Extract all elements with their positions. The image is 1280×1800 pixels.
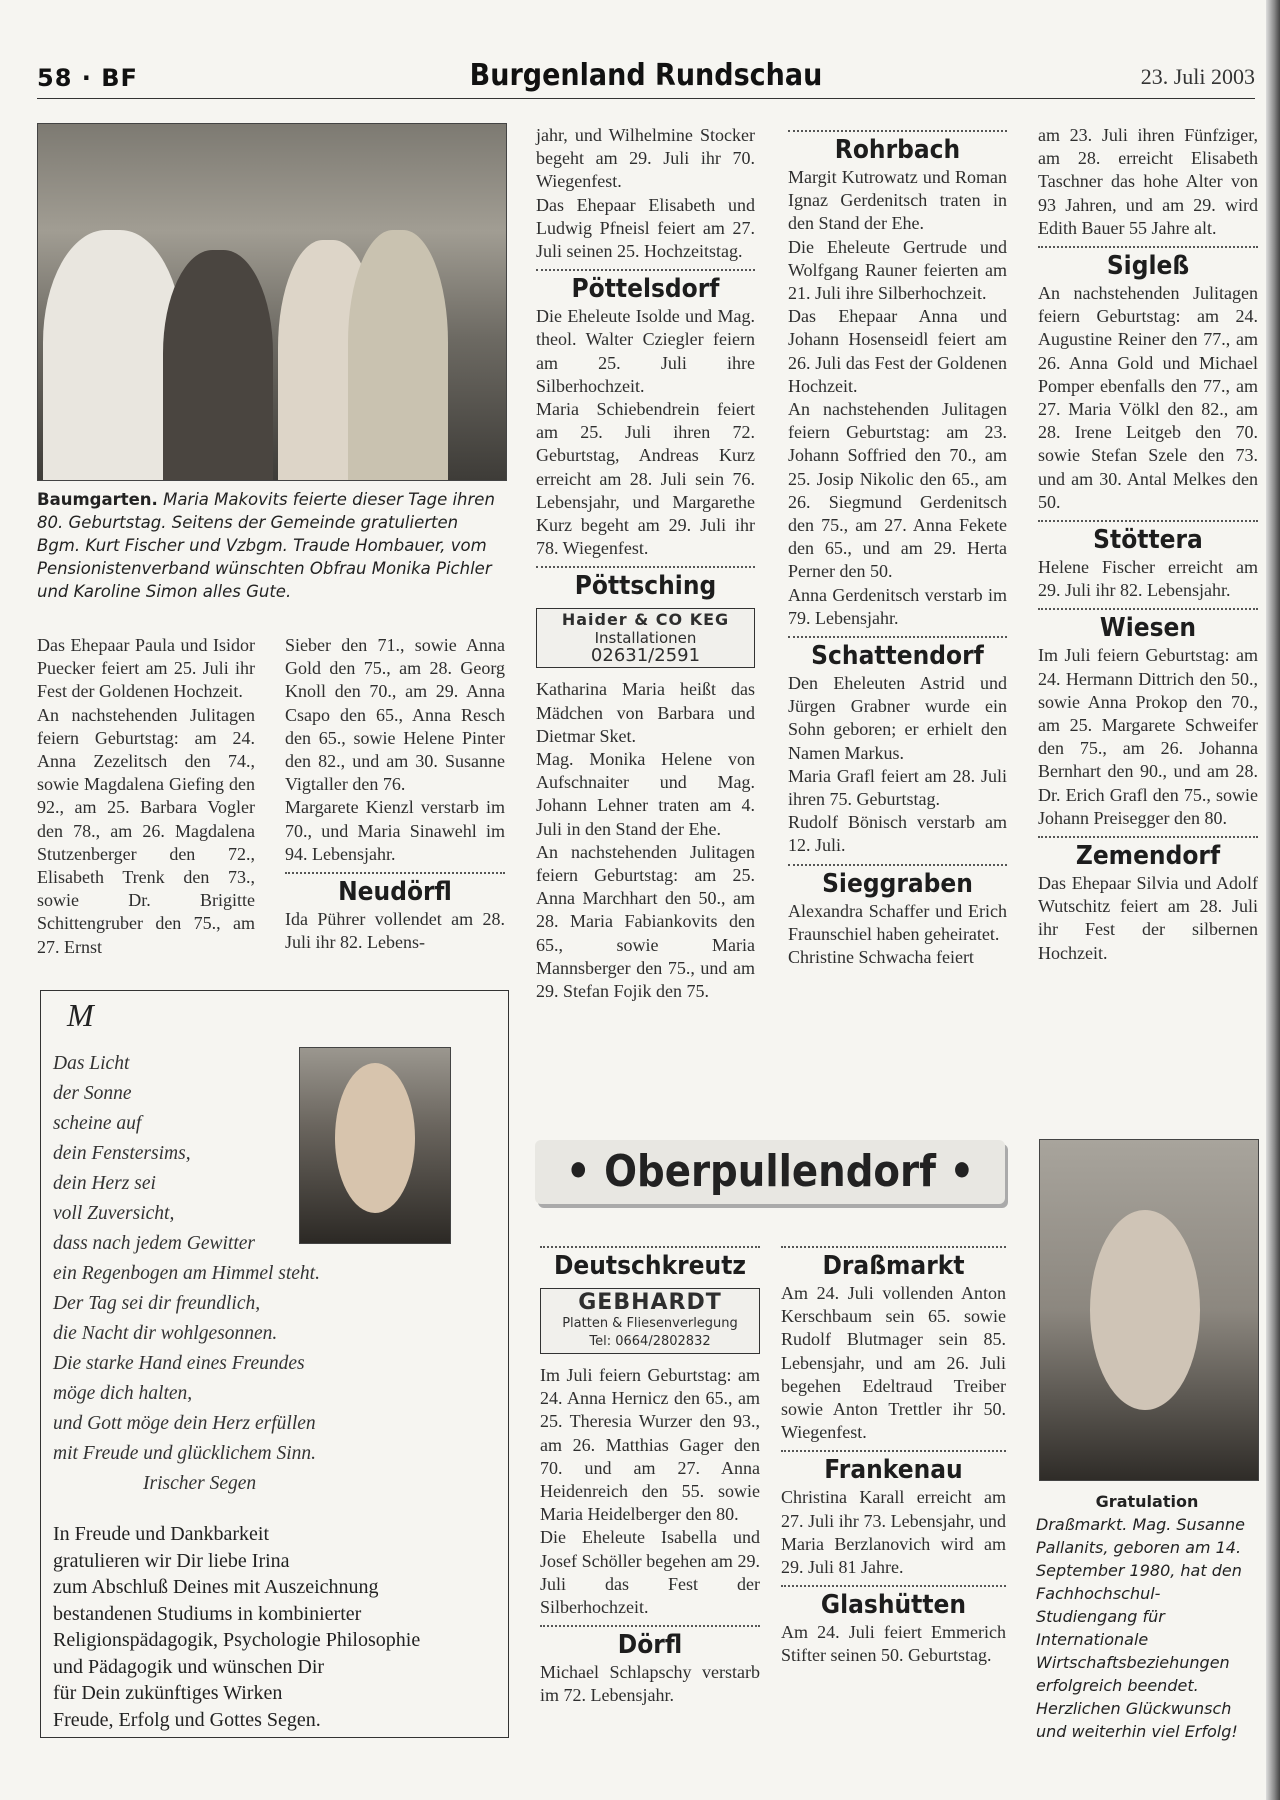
dotted-divider	[781, 1585, 1006, 1587]
paragraph: Maria Schiebendrein feiert am 25. Juli ihren 72. Geburtstag, Andreas Kurz erreicht am 28. Juli sein 76. Lebensjahr, und Margarethe Kurz begeht am 29. Juli ihr 78. Wiegenfest.	[536, 399, 755, 559]
group-photo	[37, 123, 507, 481]
paragraph: An nachstehenden Julitagen feiern Geburtstag: am 23. Johann Soffried den 70., am 25. Josip Nikolic den 65., am 26. Siegmund Gerdenitsch den 75., am 27. Anna Fekete den 65., und am 29. Herta Perner den 50.	[788, 399, 1007, 582]
dotted-divider	[788, 130, 1007, 132]
message-line: für Dein zukünftiges Wirken	[53, 1682, 283, 1704]
congratulation-box	[40, 990, 509, 1738]
congratulation-message	[53, 1521, 420, 1733]
page-number: 58 · BF	[37, 64, 138, 92]
poem-line: die Nacht dir wohlgesonnen.	[53, 1323, 278, 1344]
dotted-divider	[540, 1625, 760, 1627]
dotted-divider	[536, 269, 755, 271]
graduate-photo	[1039, 1139, 1259, 1481]
paragraph: Rudolf Bönisch verstarb am 12. Juli.	[788, 812, 1007, 856]
dotted-divider	[788, 864, 1007, 866]
paragraph: Maria Grafl feiert am 28. Juli ihren 75. Geburtstag.	[788, 765, 1007, 810]
paragraph: Im Juli feiern Geburtstag: am 24. Anna Hernicz den 65., am 25. Theresia Wurzer den 93., am 26. Matthias Gager den 70. und am 27. Anna Heidenreich den 55. sowie Maria Heidelberger den 80.	[540, 1365, 760, 1525]
section-heading: Glashütten	[820, 1590, 967, 1621]
paragraph: Die Eheleute Isolde und Mag. theol. Walter Cziegler feiern am 25. Juli ihre Silberhochzeit.	[536, 306, 755, 396]
paragraph: Anna Gerdenitsch verstarb im 79. Lebensjahr.	[788, 584, 1007, 628]
poem-line: dass nach jedem Gewitter	[53, 1233, 256, 1254]
dotted-divider	[1038, 246, 1258, 248]
section-heading: Sigleß	[1106, 251, 1190, 282]
paragraph: Den Eheleuten Astrid und Jürgen Grabner wurde ein Sohn geboren; er erhielt den Namen Markus.	[788, 673, 1007, 763]
paragraph: Katharina Maria heißt das Mädchen von Barbara und Dietmar Sket.	[536, 679, 755, 746]
poem-line: scheine auf	[53, 1113, 142, 1134]
paragraph: jahr, und Wilhelmine Stocker begeht am 29. Juli ihr 70. Wiegenfest.	[536, 125, 755, 192]
message-line: Freude, Erfolg und Gottes Segen.	[53, 1708, 321, 1731]
section-heading: Pöttsching	[574, 571, 717, 602]
poem-line: der Sonne	[53, 1083, 132, 1104]
poem-line: ein Regenbogen am Himmel steht.	[53, 1263, 320, 1284]
section-heading: Schattendorf	[811, 641, 984, 672]
caption-title: Gratulation	[1095, 1492, 1199, 1511]
column-4	[788, 124, 1007, 969]
paragraph: am 23. Juli ihren Fünfziger, am 28. erreicht Elisabeth Taschner das hohe Alter von 93 Jahren, und am 29. wird Edith Bauer 55 Jahre alt.	[1038, 125, 1258, 238]
paragraph: Christina Karall erreicht am 27. Juli ihr 73. Lebensjahr, und Maria Berzlanovich wird am 29. Juli 81 Jahre.	[781, 1487, 1006, 1578]
poem-line: dein Fenstersims,	[53, 1143, 191, 1164]
poem-line: Die starke Hand eines Freundes	[53, 1353, 305, 1374]
paragraph: Im Juli feiern Geburtstag: am 24. Hermann Dittrich den 50., sowie Anna Prokop den 70., am 25. Margarete Schweifer den 75., am 26. Johanna Bernhart den 90., und am 28. Dr. Erich Grafl den 75., sowie Johann Preisegger den 80.	[1038, 645, 1258, 828]
section-heading: Frankenau	[824, 1455, 963, 1486]
paragraph: Das Ehepaar Paula und Isidor Puecker feiert am 25. Juli ihr Fest der Goldenen Hochzeit.	[37, 635, 255, 702]
column-left-1	[37, 634, 255, 959]
message-line: bestandenen Studiums in kombinierter	[53, 1602, 362, 1625]
advertisement	[536, 608, 755, 668]
caption-text: Draßmarkt. Mag. Susanne Pallanits, geboren am 14. September 1980, hat den Fachhochschul-Studiengang für Internationale Wirtschaftsbeziehungen erfolgreich beendet. Herzlichen Glückwunsch und weiterhin viel Erfolg!	[1036, 1515, 1245, 1741]
ad-line: Installationen	[594, 629, 697, 648]
ad-line: 02631/2591	[590, 645, 701, 667]
section-heading: Stöttera	[1093, 525, 1203, 556]
page-header	[37, 58, 1255, 99]
paragraph: Sieber den 71., sowie Anna Gold den 75., am 28. Georg Knoll den 70., am 29. Anna Csapo den 65., Anna Resch den 65., sowie Helene Pinter den 82., und am 30. Susanne Vigtaller den 76.	[285, 635, 505, 795]
section-heading: Wiesen	[1099, 613, 1197, 644]
paragraph: Das Ehepaar Anna und Johann Hosenseidl feiert am 26. Juli das Fest der Goldenen Hochzeit.	[788, 306, 1007, 396]
column-5	[1038, 124, 1258, 965]
dotted-divider	[1038, 520, 1258, 522]
dotted-divider	[781, 1246, 1006, 1248]
photo-caption	[37, 488, 505, 603]
poem-source: Irischer Segen	[143, 1473, 257, 1494]
paragraph: Am 24. Juli feiert Emmerich Stifter seinen 50. Geburtstag.	[781, 1622, 1006, 1666]
section-heading: Deutschkreutz	[553, 1251, 747, 1281]
poem-line: dein Herz sei	[53, 1173, 156, 1194]
banner-text: • Oberpullendorf •	[565, 1146, 975, 1197]
section-heading: Draßmarkt	[822, 1251, 965, 1281]
dotted-divider	[788, 636, 1007, 638]
graduate-caption	[1036, 1490, 1258, 1743]
section-heading: Sieggraben	[822, 868, 973, 899]
paragraph: An nachstehenden Julitagen feiern Geburtstag: am 25. Anna Marchhart den 50., am 28. Maria Fabiankovits den 65., sowie Maria Mannsberger den 75., und am 29. Stefan Fojik den 75.	[536, 841, 755, 1002]
poem-line: und Gott möge dein Herz erfüllen	[53, 1413, 316, 1434]
section-heading: Rohrbach	[834, 135, 961, 165]
message-line: In Freude und Dankbarkeit	[53, 1523, 270, 1545]
column-left-2	[285, 634, 505, 954]
message-line: Religionspädagogik, Psychologie Philosophie	[53, 1629, 421, 1651]
section-heading: Neudörfl	[338, 877, 452, 908]
message-line: zum Abschluß Deines mit Auszeichnung	[53, 1576, 379, 1598]
poem	[53, 1049, 320, 1499]
paragraph: Mag. Monika Helene von Aufschnaiter und Mag. Johann Lehner traten am 4. Juli in den Stand der Ehe.	[536, 749, 755, 839]
dotted-divider	[781, 1450, 1006, 1452]
ad-line: Tel: 0664/2802832	[589, 1334, 711, 1349]
poem-line: voll Zuversicht,	[53, 1203, 175, 1224]
dotted-divider	[536, 566, 755, 568]
column-lower-a	[540, 1240, 760, 1708]
caption-place: Baumgarten.	[37, 490, 158, 509]
paragraph: Alexandra Schaffer und Erich Fraunschiel haben geheiratet.	[788, 900, 1007, 944]
paragraph: Michael Schlapschy verstarb im 72. Lebensjahr.	[540, 1662, 760, 1706]
poem-line: mit Freude und glücklichem Sinn.	[53, 1443, 317, 1464]
paragraph: Das Ehepaar Elisabeth und Ludwig Pfneisl feiert am 27. Juli seinen 25. Hochzeitstag.	[536, 194, 755, 262]
section-banner	[535, 1140, 1005, 1204]
issue-date: 23. Juli 2003	[1140, 64, 1255, 89]
paragraph: Margit Kutrowatz und Roman Ignaz Gerdenitsch traten in den Stand der Ehe.	[788, 167, 1007, 234]
message-line: gratulieren wir Dir liebe Irina	[53, 1549, 290, 1572]
advertisement	[540, 1288, 760, 1354]
paragraph: Ida Pührer vollendet am 28. Juli ihr 82. Lebens-	[285, 909, 505, 953]
paragraph: An nachstehenden Julitagen feiern Geburtstag: am 24. Augustine Reiner den 77., am 26. Anna Gold und Michael Pomper ebenfalls den 77., am 27. Maria Völkl den 82., am 28. Irene Leitgeb den 70. sowie Stefan Szele den 73. und am 30. Antal Melkes den 50.	[1038, 283, 1258, 512]
paragraph: Die Eheleute Isabella und Josef Schöller begehen am 29. Juli das Fest der Silberhochzeit.	[540, 1527, 760, 1618]
paragraph: Helene Fischer erreicht am 29. Juli ihr 82. Lebensjahr.	[1038, 557, 1258, 601]
ad-line: Haider & CO KEG	[561, 610, 730, 630]
ad-line: GEBHARDT	[578, 1290, 722, 1315]
section-heading: Dörfl	[617, 1630, 683, 1661]
poem-line: Das Licht	[53, 1053, 130, 1074]
paragraph: Das Ehepaar Silvia und Adolf Wutschitz feiert am 28. Juli ihr Fest der silbernen Hochzeit.	[1038, 873, 1258, 963]
poem-line: möge dich halten,	[53, 1383, 193, 1404]
dotted-divider	[1038, 608, 1258, 610]
section-heading: Zemendorf	[1075, 841, 1221, 872]
poem-initial: M	[67, 997, 94, 1033]
poem-line: Der Tag sei dir freundlich,	[53, 1293, 261, 1314]
paragraph: Die Eheleute Gertrude und Wolfgang Rauner feierten am 21. Juli ihre Silberhochzeit.	[788, 236, 1007, 304]
paragraph: Christine Schwacha feiert	[788, 947, 974, 968]
paragraph: An nachstehenden Julitagen feiern Geburtstag: am 24. Anna Zezelitsch den 74., sowie Magdalena Giefing den 92., am 25. Barbara Vogler den 78., am 26. Magdalena Stutzenberger den 72., Elisabeth Trenk den 73., sowie Dr. Brigitte Schittengruber den 75., am 27. Ernst	[37, 704, 255, 957]
column-3	[536, 124, 755, 1003]
section-heading: Pöttelsdorf	[571, 274, 720, 305]
portrait-photo	[299, 1047, 451, 1244]
newspaper-title: Burgenland Rundschau	[469, 58, 823, 93]
dotted-divider	[540, 1246, 760, 1248]
dotted-divider	[1038, 836, 1258, 838]
paragraph: Am 24. Juli vollenden Anton Kerschbaum sein 65. sowie Rudolf Blutmager sein 85. Lebensjahr, und am 26. Juli begehen Edeltraud Treiber sowie Anton Trettler ihr 50. Wiegenfest.	[781, 1283, 1006, 1443]
dotted-divider	[285, 872, 505, 874]
column-lower-b	[781, 1240, 1006, 1668]
caption-text: Maria Makovits feierte dieser Tage ihren 80. Geburtstag. Seitens der Gemeinde gratulierten Bgm. Kurt Fischer und Vzbgm. Traude Hombauer, vom Pensionistenverband wünschten Obfrau Monika Pichler und Karoline Simon alles Gute.	[37, 490, 495, 601]
page-edge	[1266, 0, 1280, 1800]
message-line: und Pädagogik und wünschen Dir	[53, 1655, 325, 1678]
ad-line: Platten & Fliesenverlegung	[562, 1316, 738, 1331]
paragraph: Margarete Kienzl verstarb im 70., und Maria Sinawehl im 94. Lebensjahr.	[285, 797, 505, 864]
